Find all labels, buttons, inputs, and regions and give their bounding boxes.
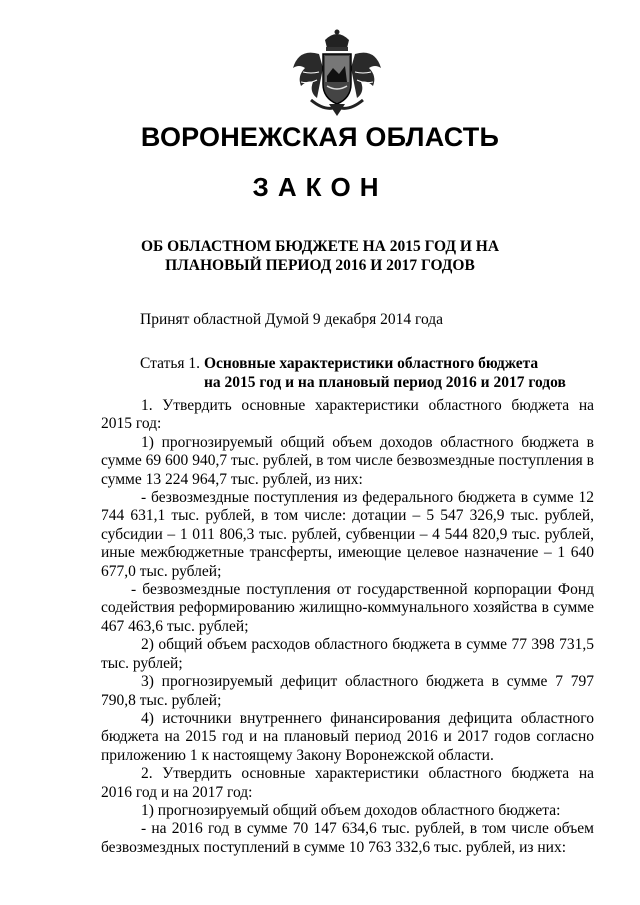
article-title-line-2: на 2015 год и на плановый период 2016 и 2017 годов bbox=[204, 374, 566, 391]
article-1-heading bbox=[140, 354, 566, 392]
paragraph: 3) прогнозируемый дефицит областного бюджета в сумме 7 797 790,8 тыс. рублей; bbox=[101, 673, 594, 709]
law-title bbox=[0, 237, 640, 275]
law-title-line-1: ОБ ОБЛАСТНОМ БЮДЖЕТЕ НА 2015 ГОД И НА bbox=[140, 238, 500, 255]
paragraph: 4) источники внутреннего финансирования дефицита областного бюджета на 2015 год и на плановый период 2016 и 2017 годов согласно приложению 1 к настоящему Закону Воронежской области. bbox=[101, 709, 594, 764]
paragraph: 1) прогнозируемый общий объем доходов областного бюджета: bbox=[141, 801, 561, 819]
article-body bbox=[101, 397, 594, 857]
paragraph: 1) прогнозируемый общий объем доходов областного бюджета в сумме 69 600 940,7 тыс. рублей, в том числе безвозмездные поступления в сумме 13 224 964,7 тыс. рублей, из них: bbox=[101, 433, 594, 488]
paragraph: 2. Утвердить основные характеристики областного бюджета на 2016 год и на 2017 год: bbox=[101, 765, 594, 801]
paragraph: 2) общий объем расходов областного бюджета в сумме 77 398 731,5 тыс. рублей; bbox=[101, 636, 594, 672]
paragraph: - безвозмездные поступления из федерального бюджета в сумме 12 744 631,1 тыс. рублей, в том числе: дотации – 5 547 326,9 тыс. рублей, субсидии – 1 011 806,3 тыс. рублей, субвенции – 4 544 820,9 тыс. рублей, иные межбюджетные трансферты, имеющие целевое назначение – 1 640 677,0 тыс. рублей; bbox=[101, 489, 594, 580]
paragraph: - на 2016 год в сумме 70 147 634,6 тыс. рублей, в том числе объем безвозмездных поступлений в сумме 10 763 332,6 тыс. рублей, из них: bbox=[101, 820, 594, 856]
paragraph: - безвозмездные поступления от государственной корпорации Фонд содействия реформированию жилищно-коммунального хозяйства в сумме 467 463,6 тыс. рублей; bbox=[101, 581, 594, 635]
article-prefix: Статья 1. bbox=[140, 355, 204, 372]
paragraph: 1. Утвердить основные характеристики областного бюджета на 2015 год: bbox=[101, 397, 594, 433]
law-heading: ЗАКОН bbox=[252, 172, 388, 202]
region-heading: ВОРОНЕЖСКАЯ ОБЛАСТЬ bbox=[140, 122, 500, 152]
adoption-note: Принят областной Думой 9 декабря 2014 года bbox=[140, 311, 444, 328]
coat-of-arms-emblem bbox=[289, 28, 385, 120]
article-title-line-1: Основные характеристики областного бюджета bbox=[203, 355, 539, 372]
law-title-line-2: ПЛАНОВЫЙ ПЕРИОД 2016 И 2017 ГОДОВ bbox=[165, 257, 475, 274]
